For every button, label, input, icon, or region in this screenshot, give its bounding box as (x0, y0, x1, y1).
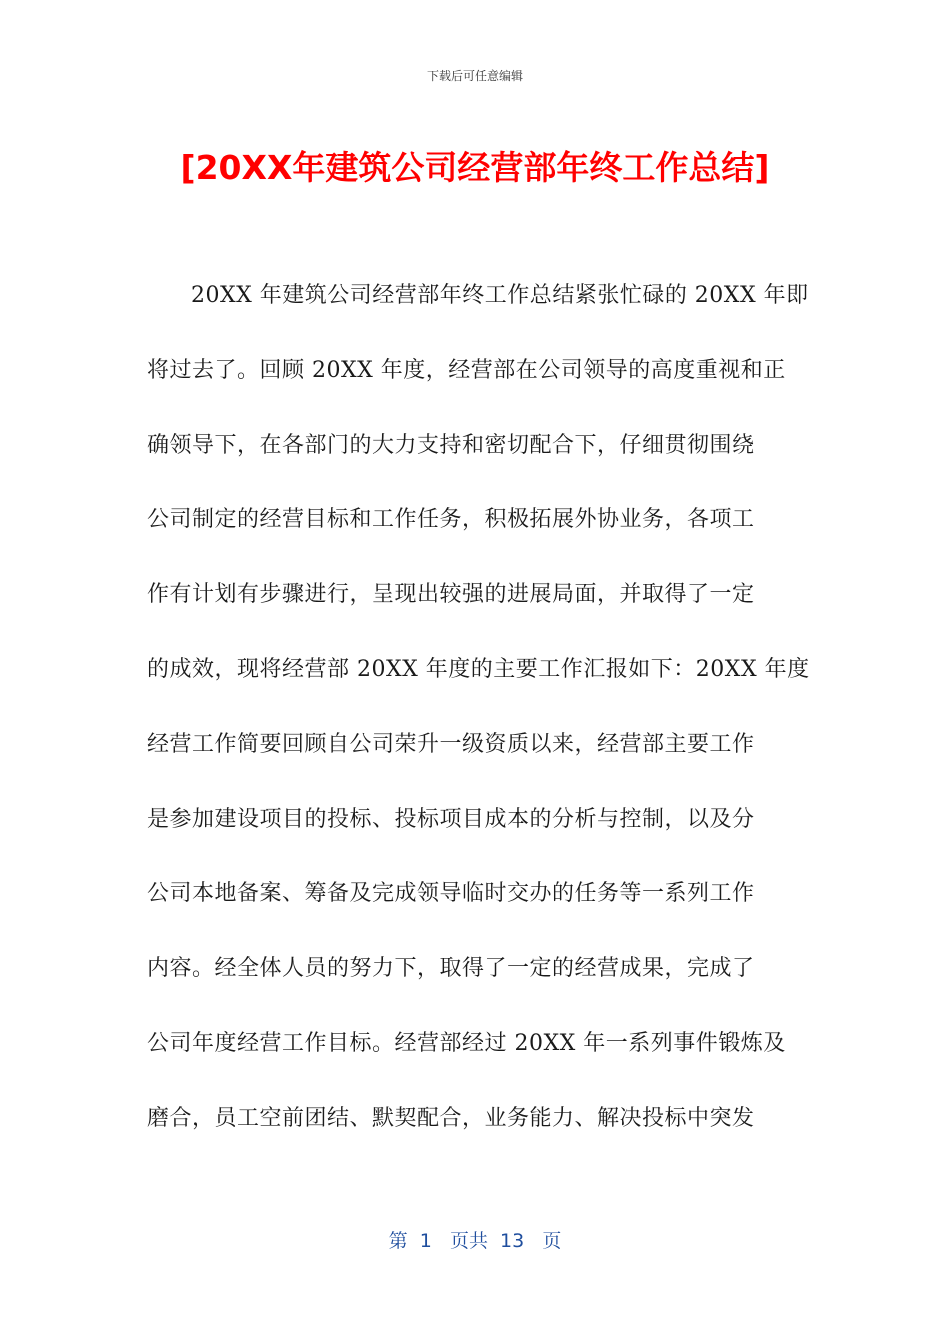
paragraph-line: 将过去了。回顾 20XX 年度，经营部在公司领导的高度重视和正 (147, 357, 786, 383)
paragraph-line: 是参加建设项目的投标、投标项目成本的分析与控制，以及分 (147, 806, 755, 832)
paragraph-line: 经营工作简要回顾自公司荣升一级资质以来，经营部主要工作 (147, 731, 755, 757)
document-title: [20XX年建筑公司经营部年终工作总结] (180, 148, 770, 187)
paragraph-line: 的成效，现将经营部 20XX 年度的主要工作汇报如下：20XX 年度 (147, 656, 810, 682)
paragraph-line: 公司年度经营工作目标。经营部经过 20XX 年一系列事件锻炼及 (147, 1030, 786, 1056)
paragraph-line: 确领导下，在各部门的大力支持和密切配合下，仔细贯彻围绕 (147, 432, 755, 458)
paragraph-line: 公司制定的经营目标和工作任务，积极拓展外协业务，各项工 (147, 507, 755, 533)
paragraph-line: 公司本地备案、筹备及完成领导临时交办的任务等一系列工作 (147, 881, 755, 907)
paragraph-line: 磨合，员工空前团结、默契配合，业务能力、解决投标中突发 (147, 1105, 755, 1131)
paragraph-line: 内容。经全体人员的努力下，取得了一定的经营成果，完成了 (147, 956, 755, 982)
paragraph-line: 20XX 年建筑公司经营部年终工作总结紧张忙碌的 20XX 年即 (191, 283, 809, 308)
body-paragraph (147, 276, 810, 1174)
header-note: 下载后可任意编辑 (426, 69, 523, 83)
paragraph-line: 作有计划有步骤进行，呈现出较强的进展局面，并取得了一定 (147, 582, 755, 608)
page-number-footer: 第 1 页共 13 页 (388, 1230, 562, 1252)
